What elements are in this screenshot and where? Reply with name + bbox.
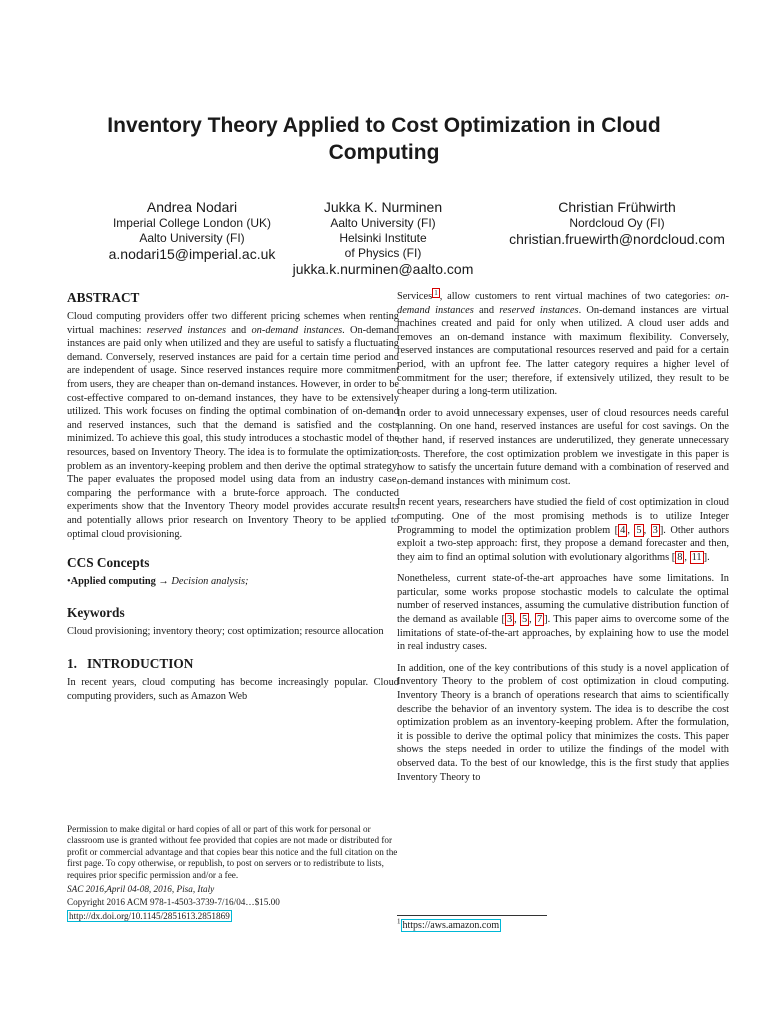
footnote-divider [397,915,547,916]
author-name: Andrea Nodari [146,199,238,215]
keywords-heading: Keywords [67,604,125,620]
paper-title: Inventory Theory Applied to Cost Optimization in Cloud Computing [107,114,661,164]
author-affiliation: Aalto University (FI) [139,231,245,245]
abstract-text: Cloud computing providers offer two different pricing schemes when renting virtual machines: reserved instances and on-demand instances. On-demand instances are paid only when utilized and they are useful to satisfy a fluctuating demand. Conversely, reserved instances are paid for a certain time period and are independent of usage. Since reserved instances require more commitment from users, they are cheaper than on-demand instances. However, in order to be cost-effective compared to on-demand instances, they have to be extensively utilized. This work focuses on finding the optimal combination of on-demand and reserved instances, such that the demand is satisfied and the costs minimized. To achieve this goal, this study introduces a stochastic model of the resources, based on Inventory Theory. The idea is to formulate the optimization problem as an inventory-keeping problem and then derive the optimal strategy. The paper evaluates the proposed model using data from an industry case, comparing the performance with a brute-force approach. The conducted experiments show that the Inventory Theory model provides accurate results and potentially allows prior research on Inventory Theory to be applied to optimal cloud provisioning. [67,311,400,540]
intro-paragraph-4: Nonetheless, current state-of-the-art approaches have some limitations. In particular, some works propose stochastic models to calculate the optimal number of reserved instances, assuming the cumulative distribution function of the demand as available [ 3 , 5 , 7 ]. This paper aims to overcome some of the limitations of state-of-the-art approaches, by explaining how to use the model in real industry cases. [397,573,730,653]
author-affiliation: Aalto University (FI) [330,216,436,230]
author-affiliation: Nordcloud Oy (FI) [569,216,665,230]
ccs-heading: CCS Concepts [67,555,150,571]
author-block-1 [82,199,302,263]
keywords-text: Cloud provisioning; inventory theory; cost optimization; resource allocation [67,625,384,637]
author-affiliation: Imperial College London (UK) [112,216,272,230]
intro-paragraph-2: In order to avoid unnecessary expenses, user of cloud resources needs careful planning. On one hand, reserved instances are useful for cost savings. On the other hand, if reserved instances are underutilized, they generate unnecessary costs. Therefore, the cost optimization problem we investigate in this paper is how to satisfy the uncertain future demand with a combination of reserved and on-demand instances with minimum cost. [397,407,729,487]
left-column [67,290,399,703]
author-email[interactable]: christian.fruewirth@nordcloud.com [509,231,725,247]
citation-link[interactable]: 8 [677,551,683,563]
author-block-2 [283,199,483,278]
permission-block [67,824,399,922]
footnote: $^1$ https://aws.amazon.com [397,917,500,931]
doi-link[interactable]: http://dx.doi.org/10.1145/2851613.2851869 [69,910,230,921]
intro-paragraph-1: Services $^1$ , allow customers to rent virtual machines of two categories: on-demand instances and reserved instances. On-demand instances are virtual machines created and paid for only when utilized. A cloud user adds and removes an on-demand instance with maximum flexibility. Conversely, reserved instances are computational resources reserved and paid for a certain period, with an upfront fee. The latter category requires a higher level of commitment for the user; therefore, if extensively utilized, they result to be cheaper during a long-term utilization. [397,288,730,398]
citation-link[interactable]: 3 [652,524,658,536]
author-affiliation: Helsinki Institute [339,231,427,245]
author-name: Christian Frühwirth [558,199,676,215]
author-affiliation: of Physics (FI) [344,246,422,260]
copyright-line: Copyright 2016 ACM 978-1-4503-3739-7/16/04…$15.00 [67,897,280,908]
abstract-heading: ABSTRACT [67,290,140,305]
author-email[interactable]: a.nodari15@imperial.ac.uk [108,246,276,262]
right-column [397,290,729,792]
footnote-link[interactable]: https://aws.amazon.com [402,920,500,931]
citation-link[interactable]: 5 [636,524,642,536]
intro-paragraph-3: In recent years, researchers have studied the field of cost optimization in cloud computing. One of the most promising methods is to utilize Integer Programming to model the optimization problem [ 4 , 5 , 3 ]. Other authors exploit a two-step approach: first, they propose a demand forecaster and then, they aim to find an optimal solution with evolutionary algorithms [ 8 , 11 ]. [397,497,730,563]
intro-paragraph-5: In addition, one of the key contributions of this study is a novel application of Inventory Theory to the problem of cost optimization in cloud computing. Inventory Theory is a branch of operations research that aims to scientifically describe the behavior of an inventory system. The idea is to describe the cost optimization problem as an inventory-keeping problem. After the formulation, it is possible to derive the optimal policy that minimizes the costs. This paper shows the steps needed in order to utilize the findings of the model with observed data. To the best of our knowledge, this is the first study that applies Inventory Theory to [397,662,729,783]
citation-link[interactable]: 3 [506,614,513,626]
citation-link[interactable]: 5 [521,614,528,626]
citation-link[interactable]: 7 [536,614,543,626]
author-email[interactable]: jukka.k.nurminen@aalto.com [292,261,474,277]
conference-line: SAC 2016,April 04-08, 2016, Pisa, Italy [67,884,215,895]
author-block-3 [492,199,742,248]
ccs-concept: •Applied computing → Decision analysis; [67,576,249,588]
intro-heading: 1. INTRODUCTION [67,656,194,672]
footnote-marker[interactable]: 1 [434,288,438,297]
intro-text: In recent years, cloud computing has become increasingly popular. Cloud computing providers, such as Amazon Web [67,677,399,702]
permission-notice: Permission to make digital or hard copies of all or part of this work for personal or classroom use is granted without fee provided that copies are not made or distributed for profit or commercial advantage and that copies bear this notice and the full citation on the first page. To copy otherwise, or republish, to post on servers or to redistribute to lists, requires prior specific permission and/or a fee. [67,824,398,880]
author-name: Jukka K. Nurminen [323,199,443,215]
citation-link[interactable]: 4 [620,524,626,536]
citation-link[interactable]: 11 [691,551,702,563]
